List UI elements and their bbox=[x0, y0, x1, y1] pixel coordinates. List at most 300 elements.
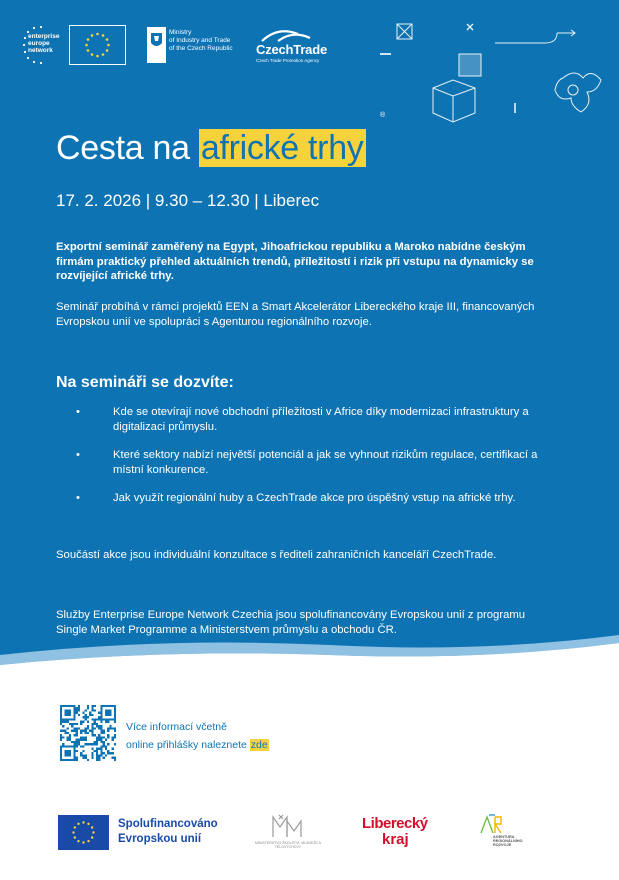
qr-module bbox=[107, 734, 109, 736]
qr-module bbox=[85, 727, 87, 729]
qr-module bbox=[112, 736, 114, 738]
eu-star-icon bbox=[102, 34, 105, 37]
qr-module bbox=[96, 748, 98, 750]
qr-module bbox=[98, 754, 100, 756]
qr-module bbox=[64, 705, 66, 707]
qr-module bbox=[94, 705, 96, 707]
qr-module bbox=[73, 709, 75, 711]
qr-module bbox=[64, 718, 66, 720]
qr-module bbox=[67, 736, 69, 738]
qr-module bbox=[91, 714, 93, 716]
qr-module bbox=[67, 709, 69, 711]
ministry-line: of the Czech Republic bbox=[169, 45, 233, 52]
qr-module bbox=[60, 705, 62, 707]
qr-module bbox=[114, 727, 116, 729]
arr-logo bbox=[479, 813, 529, 853]
qr-module bbox=[100, 752, 102, 754]
qr-module bbox=[78, 727, 80, 729]
qr-module bbox=[105, 705, 107, 707]
registered-mark: ® bbox=[380, 112, 386, 119]
qr-module bbox=[87, 727, 89, 729]
qr-module bbox=[69, 754, 71, 756]
qr-module bbox=[100, 707, 102, 709]
qr-module bbox=[78, 705, 80, 707]
qr-module bbox=[76, 727, 78, 729]
qr-module bbox=[98, 757, 100, 759]
qr-module bbox=[100, 748, 102, 750]
arr-text: AGENTURA REGIONÁLNÍHO ROZVOJE bbox=[493, 835, 523, 848]
qr-module bbox=[98, 748, 100, 750]
qr-module bbox=[85, 739, 87, 741]
qr-module bbox=[85, 730, 87, 732]
een-line: enterprise bbox=[28, 33, 60, 40]
qr-module bbox=[103, 743, 105, 745]
qr-module bbox=[98, 727, 100, 729]
qr-module bbox=[76, 743, 78, 745]
qr-module bbox=[96, 743, 98, 745]
qr-module bbox=[73, 745, 75, 747]
qr-module bbox=[87, 705, 89, 707]
qr-module bbox=[91, 754, 93, 756]
qr-module bbox=[85, 709, 87, 711]
qr-module bbox=[96, 754, 98, 756]
qr-module bbox=[76, 709, 78, 711]
qr-module bbox=[69, 739, 71, 741]
qr-module bbox=[98, 734, 100, 736]
eu-star-icon bbox=[74, 836, 76, 838]
ministry-line: Ministry bbox=[169, 29, 192, 36]
qr-module bbox=[76, 745, 78, 747]
qr-module bbox=[100, 714, 102, 716]
eu-star-icon bbox=[91, 826, 93, 828]
qr-module bbox=[60, 759, 62, 761]
qr-module bbox=[103, 705, 105, 707]
qr-module bbox=[96, 741, 98, 743]
qr-module bbox=[67, 754, 69, 756]
qr-module bbox=[114, 730, 116, 732]
qr-module bbox=[96, 736, 98, 738]
registration-link[interactable]: zde bbox=[250, 739, 268, 751]
qr-module bbox=[73, 707, 75, 709]
qr-module bbox=[114, 712, 116, 714]
qr-module bbox=[73, 716, 75, 718]
qr-module bbox=[85, 714, 87, 716]
ministry-logo bbox=[147, 27, 239, 63]
qr-module bbox=[82, 745, 84, 747]
qr-module bbox=[60, 707, 62, 709]
footer-eu-flag bbox=[58, 815, 109, 850]
qr-module bbox=[67, 718, 69, 720]
list-item-text: Kde se otevírají nové obchodní příležitosti v Africe díky modernizaci infrastruktury a digitalizaci průmyslu. bbox=[113, 406, 529, 433]
qr-module bbox=[64, 712, 66, 714]
list-item bbox=[56, 491, 556, 506]
qr-module bbox=[107, 705, 109, 707]
list-item-text: Které sektory nabízí největší potenciál a jak se vyhnout rizikům regulace, certifikací a místní konkurence. bbox=[113, 449, 538, 476]
czechtrade-subtitle: Czech Trade Promotion Agency bbox=[256, 58, 320, 63]
qr-module bbox=[82, 730, 84, 732]
qr-module bbox=[71, 741, 73, 743]
qr-module bbox=[78, 741, 80, 743]
qr-module bbox=[73, 712, 75, 714]
qr-module bbox=[107, 712, 109, 714]
qr-module bbox=[105, 739, 107, 741]
qr-module bbox=[109, 725, 111, 727]
qr-module bbox=[100, 741, 102, 743]
qr-module bbox=[60, 752, 62, 754]
qr-module bbox=[60, 712, 62, 714]
qr-module bbox=[87, 721, 89, 723]
qr-module bbox=[91, 723, 93, 725]
qr-module bbox=[103, 718, 105, 720]
qr-module bbox=[114, 714, 116, 716]
qr-module bbox=[71, 718, 73, 720]
qr-module bbox=[107, 750, 109, 752]
footer-eu-text bbox=[118, 817, 218, 847]
eu-star-icon bbox=[107, 44, 110, 47]
qr-module bbox=[91, 732, 93, 734]
qr-module bbox=[73, 705, 75, 707]
qr-module bbox=[73, 752, 75, 754]
qr-module bbox=[107, 721, 109, 723]
qr-module bbox=[60, 714, 62, 716]
qr-module bbox=[114, 743, 116, 745]
qr-module bbox=[105, 714, 107, 716]
qr-module bbox=[112, 739, 114, 741]
eu-star-icon bbox=[85, 44, 88, 47]
qr-module bbox=[73, 743, 75, 745]
bullet: • bbox=[76, 449, 80, 461]
qr-module bbox=[62, 718, 64, 720]
qr-module bbox=[67, 759, 69, 761]
qr-module bbox=[69, 718, 71, 720]
qr-module bbox=[107, 743, 109, 745]
qr-module bbox=[60, 721, 62, 723]
eu-star-icon bbox=[106, 38, 109, 41]
qr-module bbox=[89, 714, 91, 716]
qr-module bbox=[105, 709, 107, 711]
qr-module bbox=[60, 754, 62, 756]
eu-star-icon bbox=[106, 49, 109, 52]
qr-module bbox=[96, 718, 98, 720]
qr-module bbox=[62, 705, 64, 707]
qr-code[interactable] bbox=[60, 705, 116, 761]
eu-star-icon bbox=[102, 53, 105, 56]
lk-line: kraj bbox=[382, 831, 409, 848]
qr-module bbox=[85, 736, 87, 738]
qr-module bbox=[107, 718, 109, 720]
qr-module bbox=[107, 752, 109, 754]
qr-module bbox=[64, 714, 66, 716]
qr-module bbox=[91, 725, 93, 727]
list-item bbox=[56, 448, 556, 478]
qr-module bbox=[112, 718, 114, 720]
funding-note: Služby Enterprise Europe Network Czechia jsou spolufinancovány Evropskou unií z programu Single Market Programme a Ministerstvem průmyslu a obchodu ČR. bbox=[56, 609, 526, 636]
qr-module bbox=[109, 705, 111, 707]
qr-module bbox=[64, 709, 66, 711]
eu-star-icon bbox=[87, 49, 90, 52]
qr-module bbox=[100, 721, 102, 723]
qr-module bbox=[98, 736, 100, 738]
qr-module bbox=[89, 712, 91, 714]
eu-star-icon bbox=[91, 836, 93, 838]
msmt-logo bbox=[253, 813, 323, 853]
qr-module bbox=[67, 712, 69, 714]
qr-module bbox=[112, 705, 114, 707]
qr-module bbox=[96, 759, 98, 761]
qr-module bbox=[67, 732, 69, 734]
bullet: • bbox=[76, 406, 80, 418]
qr-module bbox=[69, 723, 71, 725]
qr-module bbox=[96, 739, 98, 741]
qr-module bbox=[73, 741, 75, 743]
title-prefix: Cesta na bbox=[56, 129, 199, 167]
eu-flag-logo bbox=[69, 25, 126, 65]
more-info-text: online přihlášky naleznete bbox=[126, 739, 250, 751]
qr-module bbox=[105, 721, 107, 723]
qr-module bbox=[107, 709, 109, 711]
qr-module bbox=[76, 712, 78, 714]
qr-module bbox=[85, 757, 87, 759]
qr-module bbox=[94, 741, 96, 743]
qr-module bbox=[80, 732, 82, 734]
qr-module bbox=[94, 709, 96, 711]
msmt-text: MINISTERSTVO ŠKOLSTVÍ, MLÁDEŽE A TĚLOVÝCHOVY bbox=[255, 841, 321, 849]
qr-module bbox=[69, 750, 71, 752]
eu-star-icon bbox=[92, 831, 94, 833]
qr-module bbox=[107, 730, 109, 732]
qr-module bbox=[71, 730, 73, 732]
qr-module bbox=[73, 754, 75, 756]
qr-module bbox=[103, 757, 105, 759]
qr-module bbox=[91, 707, 93, 709]
qr-module bbox=[96, 752, 98, 754]
qr-module bbox=[76, 759, 78, 761]
qr-module bbox=[64, 759, 66, 761]
qr-module bbox=[98, 759, 100, 761]
qr-module bbox=[80, 745, 82, 747]
list-item-text: Jak využít regionální huby a CzechTrade akce pro úspěšný vstup na africké trhy. bbox=[113, 492, 516, 504]
qr-module bbox=[67, 739, 69, 741]
qr-module bbox=[67, 705, 69, 707]
qr-module bbox=[100, 732, 102, 734]
qr-module bbox=[60, 748, 62, 750]
ministry-emblem-icon bbox=[147, 27, 166, 63]
qr-module bbox=[109, 718, 111, 720]
qr-module bbox=[73, 714, 75, 716]
decorative-graphics bbox=[375, 18, 615, 138]
qr-module bbox=[80, 723, 82, 725]
qr-module bbox=[69, 709, 71, 711]
more-info-line bbox=[126, 736, 269, 754]
qr-module bbox=[78, 743, 80, 745]
qr-module bbox=[80, 721, 82, 723]
qr-module bbox=[96, 757, 98, 759]
qr-module bbox=[76, 750, 78, 752]
qr-module bbox=[103, 752, 105, 754]
czechtrade-logo bbox=[256, 28, 336, 64]
eu-star-icon bbox=[74, 826, 76, 828]
qr-module bbox=[64, 752, 66, 754]
qr-module bbox=[76, 741, 78, 743]
more-info-line: Více informací včetně bbox=[126, 721, 227, 733]
qr-module bbox=[76, 734, 78, 736]
bullet: • bbox=[76, 492, 80, 504]
eu-star-icon bbox=[72, 831, 74, 833]
qr-module bbox=[82, 754, 84, 756]
qr-module bbox=[85, 743, 87, 745]
qr-module bbox=[76, 730, 78, 732]
qr-module bbox=[85, 716, 87, 718]
qr-module bbox=[103, 732, 105, 734]
consultation-note: Součástí akce jsou individuální konzultace s řediteli zahraničních kanceláří CzechTrade. bbox=[56, 549, 497, 561]
qr-module bbox=[96, 725, 98, 727]
qr-module bbox=[62, 721, 64, 723]
more-info bbox=[126, 718, 269, 754]
eu-star-icon bbox=[91, 34, 94, 37]
lk-line: Liberecký bbox=[362, 815, 428, 832]
qr-module bbox=[69, 714, 71, 716]
qr-module bbox=[94, 743, 96, 745]
qr-module bbox=[69, 734, 71, 736]
qr-module bbox=[67, 727, 69, 729]
qr-module bbox=[91, 748, 93, 750]
qr-module bbox=[64, 745, 66, 747]
qr-module bbox=[67, 750, 69, 752]
qr-module bbox=[69, 745, 71, 747]
qr-module bbox=[87, 725, 89, 727]
qr-module bbox=[100, 716, 102, 718]
qr-module bbox=[100, 718, 102, 720]
eu-star-icon bbox=[87, 823, 89, 825]
qr-module bbox=[89, 743, 91, 745]
qr-module bbox=[60, 750, 62, 752]
qr-module bbox=[114, 705, 116, 707]
qr-module bbox=[82, 716, 84, 718]
qr-module bbox=[60, 716, 62, 718]
qr-module bbox=[78, 714, 80, 716]
intro-paragraph: Seminář probíhá v rámci projektů EEN a Smart Akcelerátor Libereckého kraje III, financovaných Evropskou unií ve spolupráci s Agenturou regionálního rozvoje. bbox=[56, 301, 535, 328]
qr-module bbox=[114, 721, 116, 723]
qr-module bbox=[64, 732, 66, 734]
qr-module bbox=[76, 723, 78, 725]
qr-module bbox=[85, 754, 87, 756]
event-date-time-location: 17. 2. 2026 | 9.30 – 12.30 | Liberec bbox=[56, 191, 320, 210]
qr-module bbox=[82, 750, 84, 752]
qr-module bbox=[71, 725, 73, 727]
eu-star-icon bbox=[77, 823, 79, 825]
qr-module bbox=[107, 736, 109, 738]
qr-module bbox=[114, 734, 116, 736]
qr-module bbox=[112, 748, 114, 750]
qr-module bbox=[103, 736, 105, 738]
qr-module bbox=[96, 750, 98, 752]
qr-module bbox=[87, 716, 89, 718]
qr-module bbox=[114, 718, 116, 720]
learn-heading: Na semináři se dozvíte: bbox=[56, 374, 234, 391]
qr-module bbox=[103, 730, 105, 732]
qr-module bbox=[91, 730, 93, 732]
qr-module bbox=[67, 752, 69, 754]
qr-module bbox=[80, 730, 82, 732]
qr-module bbox=[62, 725, 64, 727]
qr-module bbox=[60, 736, 62, 738]
qr-module bbox=[114, 716, 116, 718]
qr-module bbox=[73, 759, 75, 761]
qr-module bbox=[87, 743, 89, 745]
qr-module bbox=[109, 714, 111, 716]
qr-module bbox=[100, 754, 102, 756]
qr-module bbox=[98, 725, 100, 727]
qr-module bbox=[82, 739, 84, 741]
qr-module bbox=[60, 718, 62, 720]
eu-star-icon bbox=[87, 38, 90, 41]
qr-module bbox=[87, 732, 89, 734]
qr-module bbox=[80, 754, 82, 756]
qr-module bbox=[69, 759, 71, 761]
qr-module bbox=[114, 757, 116, 759]
qr-module bbox=[71, 705, 73, 707]
eu-star-icon bbox=[82, 841, 84, 843]
qr-module bbox=[100, 709, 102, 711]
qr-module bbox=[60, 745, 62, 747]
een-logo bbox=[20, 25, 66, 65]
qr-module bbox=[100, 750, 102, 752]
qr-module bbox=[67, 745, 69, 747]
qr-module bbox=[71, 759, 73, 761]
qr-module bbox=[62, 745, 64, 747]
qr-module bbox=[67, 721, 69, 723]
qr-module bbox=[67, 714, 69, 716]
qr-module bbox=[103, 745, 105, 747]
qr-module bbox=[64, 754, 66, 756]
qr-module bbox=[109, 752, 111, 754]
qr-module bbox=[62, 730, 64, 732]
qr-module bbox=[109, 727, 111, 729]
qr-module bbox=[114, 759, 116, 761]
qr-module bbox=[100, 739, 102, 741]
qr-module bbox=[64, 721, 66, 723]
qr-module bbox=[60, 739, 62, 741]
qr-module bbox=[62, 759, 64, 761]
qr-module bbox=[60, 723, 62, 725]
eu-cofunded-line: Spolufinancováno bbox=[118, 818, 218, 830]
qr-module bbox=[73, 757, 75, 759]
qr-module bbox=[94, 734, 96, 736]
qr-module bbox=[112, 727, 114, 729]
qr-module bbox=[85, 732, 87, 734]
qr-module bbox=[91, 718, 93, 720]
qr-module bbox=[78, 709, 80, 711]
eu-star-icon bbox=[91, 53, 94, 56]
qr-module bbox=[91, 709, 93, 711]
qr-module bbox=[85, 718, 87, 720]
eu-star-icon bbox=[96, 55, 99, 58]
qr-module bbox=[98, 716, 100, 718]
qr-module bbox=[94, 750, 96, 752]
qr-module bbox=[64, 730, 66, 732]
qr-module bbox=[98, 718, 100, 720]
qr-module bbox=[62, 743, 64, 745]
qr-module bbox=[78, 739, 80, 741]
een-line: network bbox=[28, 47, 53, 54]
qr-module bbox=[69, 705, 71, 707]
qr-module bbox=[114, 736, 116, 738]
qr-module bbox=[107, 714, 109, 716]
qr-module bbox=[100, 725, 102, 727]
ministry-line: of Industry and Trade bbox=[169, 37, 231, 44]
eu-star-icon bbox=[77, 840, 79, 842]
title-highlight: africké trhy bbox=[200, 129, 364, 167]
